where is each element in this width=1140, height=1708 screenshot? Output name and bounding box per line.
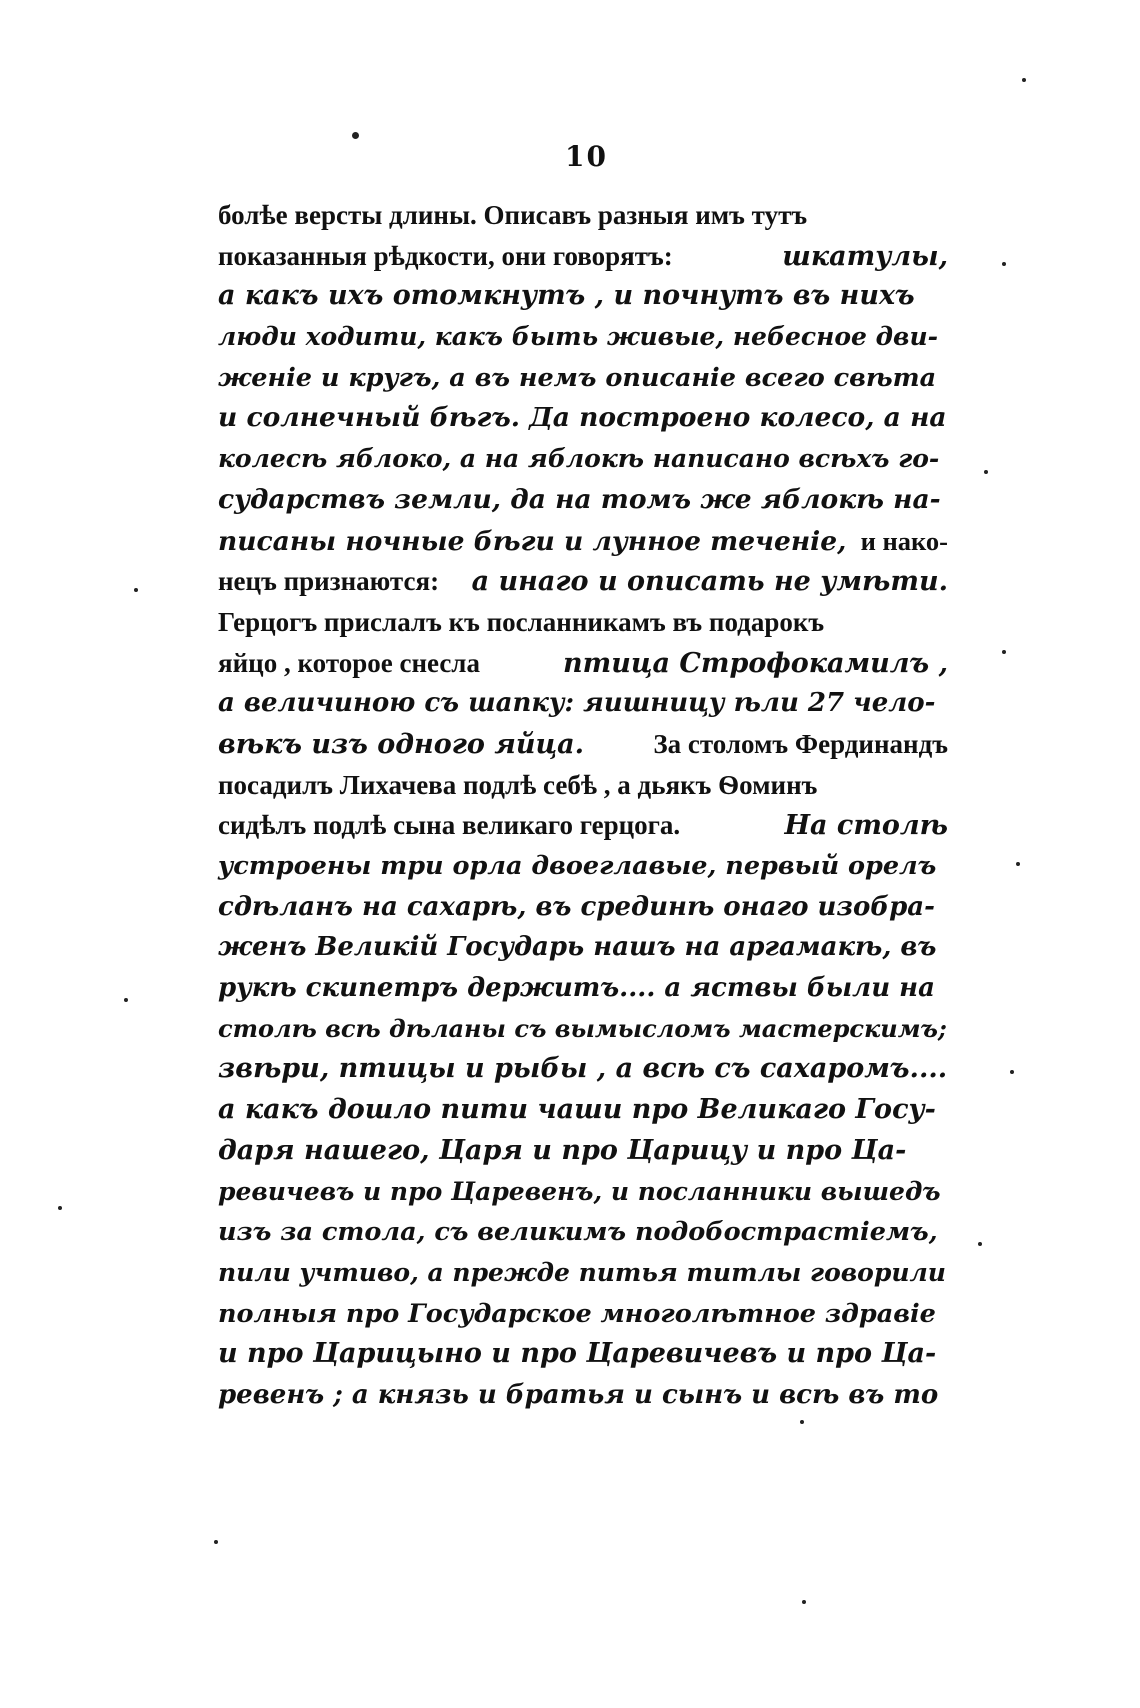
- text-line: [218, 805, 948, 846]
- italic-text: а какъ дошло пити чаши про Великаго Госу-: [218, 1094, 936, 1126]
- scan-speck: [352, 132, 359, 139]
- scan-speck: [134, 588, 138, 592]
- text-line: [218, 439, 948, 480]
- text-line: [218, 683, 948, 724]
- italic-text: сударствъ земли, да на томъ же яблокѣ на-: [218, 483, 941, 515]
- italic-text: вѣкъ изъ одного яйца.: [218, 728, 585, 760]
- upright-text: болѣе версты длины. Описавъ разныя имъ тутъ: [218, 200, 808, 230]
- text-line: [218, 1131, 948, 1172]
- scan-speck: [214, 1540, 218, 1544]
- scan-speck: [802, 1600, 806, 1604]
- upright-text: Герцогъ прислалъ къ посланникамъ въ подарокъ: [218, 606, 825, 637]
- italic-text: звѣри, птицы и рыбы , а всѣ съ сахаромъ....: [218, 1053, 948, 1085]
- scan-speck: [1002, 262, 1006, 266]
- italic-text: а какъ ихъ отомкнутъ , и почнутъ въ нихъ: [218, 280, 915, 312]
- upright-text: сидѣлъ подлѣ сына великаго герцога.: [218, 810, 681, 841]
- text-line: [218, 480, 948, 521]
- italic-text: шкатулы,: [782, 240, 948, 272]
- scan-speck: [1010, 1070, 1014, 1074]
- italic-text: На столѣ: [784, 810, 948, 842]
- italic-text: изъ за стола, съ великимъ подобострастіемъ,: [218, 1217, 938, 1248]
- text-line: [218, 1334, 948, 1375]
- scan-speck: [1022, 78, 1026, 82]
- scan-speck: [1016, 862, 1020, 866]
- text-line: [218, 1212, 948, 1253]
- italic-text: птица Строфокамилъ ,: [563, 647, 948, 679]
- text-line: [218, 398, 948, 439]
- italic-text: и солнечный бѣгъ. Да построено колесо, а на: [218, 402, 947, 434]
- text-line: [218, 1049, 948, 1090]
- upright-text: За столомъ Фердинандъ: [653, 728, 948, 759]
- text-line: [218, 1090, 948, 1131]
- italic-text: а величиною съ шапку: яишницу ѣли 27 чело-: [218, 688, 936, 719]
- text-line: [218, 724, 948, 765]
- scan-speck: [984, 470, 988, 474]
- text-line: [218, 1375, 948, 1416]
- italic-text: столѣ всѣ дѣланы съ вымысломъ мастерскимъ;: [218, 1013, 947, 1043]
- text-line: [218, 602, 948, 643]
- italic-text: а инаго и описать не умѣти.: [471, 566, 948, 598]
- italic-text: ревичевъ и про Царевенъ, и посланники вышедъ: [218, 1176, 941, 1206]
- text-line: [218, 358, 948, 399]
- italic-text: ревенъ ; а князь и братья и сынъ и всѣ въ то: [218, 1379, 939, 1410]
- scan-speck: [58, 1206, 62, 1210]
- italic-text: и про Царицыно и про Царевичевъ и про Ца-: [218, 1338, 937, 1370]
- text-line: [218, 968, 948, 1009]
- text-line: [218, 1009, 948, 1050]
- text-line: [218, 276, 948, 317]
- upright-text: яйцо , которое снесла: [218, 647, 480, 678]
- text-line: [218, 1294, 948, 1335]
- italic-text: женіе и кругъ, а въ немъ описаніе всего свѣта: [218, 362, 937, 393]
- italic-text: даря нашего, Царя и про Царицу и про Ца-: [218, 1134, 907, 1166]
- text-line: [218, 317, 948, 358]
- text-line: [218, 195, 948, 236]
- italic-text: женъ Великій Государь нашъ на аргамакѣ, въ: [218, 932, 937, 963]
- text-line: [218, 1253, 948, 1294]
- text-line: [218, 927, 948, 968]
- text-line: [218, 887, 948, 928]
- text-line: [218, 846, 948, 887]
- upright-text: показанныя рѣдкости, они говорятъ:: [218, 240, 673, 271]
- scan-speck: [978, 1242, 982, 1246]
- italic-text: пили учтиво, а прежде питья титлы говорили: [218, 1257, 946, 1287]
- upright-text: нецъ признаются:: [218, 566, 440, 597]
- text-line: [218, 561, 948, 602]
- italic-text: рукѣ скипетръ держитъ.... а яствы были на: [218, 973, 935, 1004]
- upright-text: и нако-: [860, 525, 948, 556]
- italic-text: писаны ночные бѣги и лунное теченіе,: [218, 525, 847, 557]
- italic-text: колесѣ яблоко, а на яблокѣ написано всѣхъ го-: [218, 444, 940, 474]
- text-line: [218, 643, 948, 684]
- page-number: 10: [565, 140, 608, 173]
- italic-text: устроены три орла двоеглавые, первый орелъ: [218, 851, 937, 881]
- text-line: [218, 1172, 948, 1213]
- scan-speck: [1002, 650, 1006, 654]
- scan-speck: [124, 998, 128, 1002]
- italic-text: люди ходити, какъ быть живые, небесное дви-: [218, 322, 938, 352]
- italic-text: сдѣланъ на сахарѣ, въ срединѣ онаго изобра-: [218, 891, 935, 922]
- text-line: [218, 765, 948, 806]
- scan-speck: [800, 1420, 804, 1424]
- upright-text: посадилъ Лихачева подлѣ себѣ , а дьякъ Ѳоминъ: [218, 769, 818, 800]
- text-line: [218, 521, 948, 562]
- italic-text: полныя про Государское многолѣтное здравіе: [218, 1298, 936, 1329]
- text-line: [218, 236, 948, 277]
- body-text: [218, 195, 948, 1416]
